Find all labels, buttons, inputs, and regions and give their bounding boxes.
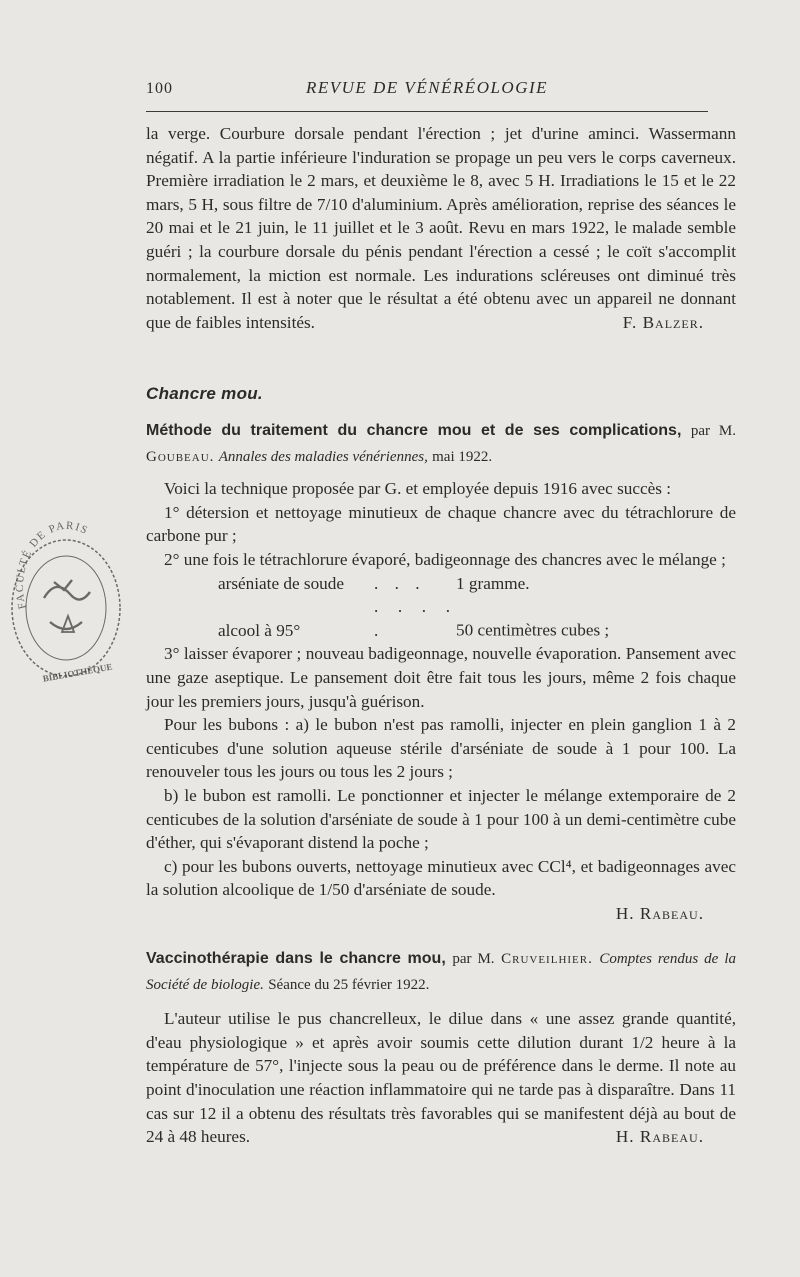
article-1-p7: c) pour les bubons ouverts, nettoyage minutieux avec CCl⁴, et badigeonnages avec la solution alcoolique de 1/50 d'arséniate de soude.	[146, 856, 736, 900]
article-1-signature: H. Rabeau.	[615, 903, 704, 923]
article-1-p5: Pour les bubons : a) le bubon n'est pas ramolli, injecter en plein ganglion 1 à 2 centicubes d'une solution aqueuse stérile d'arséniate de soude à 1 pour 100. La renouveler tous les jours ou tous les 2 jours ;	[146, 715, 736, 782]
page-header	[146, 78, 708, 102]
article-2	[146, 946, 736, 1149]
header-rule	[146, 111, 708, 112]
formula-2-name: alcool à 95°	[218, 620, 301, 640]
article-2-p1: L'auteur utilise le pus chancrelleux, le dilue dans « une assez grande quantité, d'eau physiologique » et après avoir soumis cette dilution durant 1/2 heure à la température de 57°, l'injecte sous la peau ou de préférence dans le derme. Il note au point d'inoculation une réaction inflammatoire qui ne tarde pas à disparaître. Dans 11 cas sur 12 il a obtenu des résultats très favorables qui se manifestent déjà au bout de 24 à 48 heures.	[146, 1009, 736, 1147]
article-2-title: Vaccinothérapie dans le chancre mou,	[146, 950, 446, 967]
article-2-heading	[146, 946, 736, 997]
intro-signature: F. Balzer.	[622, 312, 704, 332]
formula-2-qty: 50 centimètres cubes ;	[456, 620, 610, 640]
article-1-p2: 1° détersion et nettoyage minutieux de chaque chancre avec du tétrachlorure de carbone pur ;	[146, 502, 736, 546]
article-2-signature: H. Rabeau.	[615, 1127, 704, 1147]
intro-paragraph: la verge. Courbure dorsale pendant l'érection ; jet d'urine aminci. Wassermann négatif. A la partie inférieure l'induration se propage un peu vers le corps caverneux. Première irradiation le 2 mars, et deuxième le 8, avec 5 H. Irradiations le 15 et le 22 mars, 5 H, sous filtre de 7/10 d'aluminium. Après amélioration, reprise des séances le 20 mai et le 21 juin, le 11 juillet et le 3 août. Revu en mars 1922, le malade semble guéri ; la courbure dorsale du pénis pendant l'érection a cessé ; le coït s'accomplit normalement, la miction est normale. Les indurations scléreuses ont diminué très notablement. Il est à noter que le résultat a été obtenu avec un appareil ne donnant que de faibles intensités.	[146, 124, 736, 332]
article-1-p3: 2° une fois le tétrachlorure évaporé, badigeonnage des chancres avec le mélange ;	[164, 549, 726, 569]
article-1-by: par M.	[690, 423, 736, 439]
article-2-date: Séance du 25 février 1922.	[268, 976, 430, 993]
formula-1-dots: . . .	[374, 573, 426, 593]
page-number: 100	[146, 80, 173, 97]
article-1-p4: 3° laisser évaporer ; nouveau badigeonnage, nouvelle évaporation. Pansement avec une gaze aseptique. Le pansement doit être fait tous les jours, même 2 fois chaque jour les premiers jours, jusqu'à guérison.	[146, 644, 736, 711]
article-1-heading	[146, 418, 736, 469]
formula-1-qty: 1 gramme.	[456, 573, 530, 593]
article-2-by: par M.	[452, 951, 495, 967]
section-title: Chancre mou.	[146, 384, 263, 403]
article-1-title: Méthode du traitement du chancre mou et de ses complications,	[146, 422, 682, 439]
intro-block	[146, 122, 736, 334]
article-2-journal: Comptes rendus de la Société de biologie.	[146, 951, 736, 993]
formula-1-name: arséniate de soude	[218, 573, 344, 593]
article-1-p1: Voici la technique proposée par G. et employée depuis 1916 avec succès :	[164, 479, 672, 499]
article-1-author: Goubeau.	[146, 448, 215, 465]
formula-2-dots: . . . . .	[374, 597, 456, 640]
formula-line-1	[146, 572, 736, 596]
svg-text:BIBLIOTHÈQUE: BIBLIOTHÈQUE	[41, 661, 114, 684]
article-1-p6: b) le bubon est ramolli. Le ponctionner et injecter le mélange extemporaire de 2 centicubes de la solution d'arséniate de soude à 1 pour 100 à un demi-centimètre cube d'éther, qui s'évaporant distend la poche ;	[146, 785, 736, 853]
article-1-journal: Annales des maladies vénériennes,	[218, 448, 428, 465]
svg-text:FACULTÉ DE PARIS: FACULTÉ DE PARIS	[13, 519, 91, 611]
running-title: REVUE DE VÉNÉRÉOLOGIE	[305, 78, 549, 97]
formula-line-2	[146, 595, 736, 642]
library-stamp-icon	[4, 512, 124, 684]
article-2-author: Cruveilhier.	[501, 951, 593, 967]
article-1-date: mai 1922.	[432, 448, 493, 465]
article-1	[146, 418, 736, 925]
